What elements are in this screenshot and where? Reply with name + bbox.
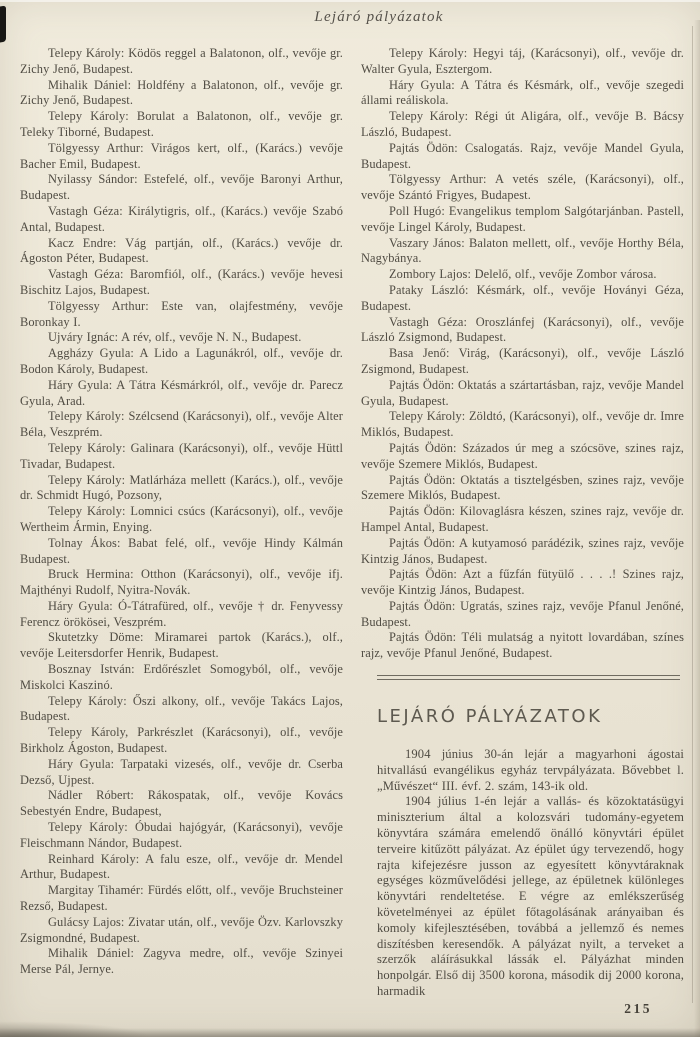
catalog-entry: Telepy Károly: Ködös reggel a Balatonon, olf., vevője gr. Zichy Jenő, Budapest.	[20, 46, 343, 76]
catalog-entry: Vastagh Géza: Baromfiól, olf., (Karács.) vevője hevesi Bischitz Lajos, Budapest.	[20, 267, 343, 297]
catalog-entry: Mihalik Dániel: Holdfény a Balatonon, olf., vevője gr. Zichy Jenő, Budapest.	[20, 77, 343, 108]
catalog-entry: Nyilassy Sándor: Estefelé, olf., vevője Baronyi Arthur, Budapest.	[20, 172, 343, 203]
catalog-entry: Mihalik Dániel: Zagyva medre, olf., vevője Szinyei Merse Pál, Jernye.	[20, 946, 343, 977]
catalog-entry: Telepy Károly: Óbudai hajógyár, (Karácsonyi), vevője Fleischmann Nándor, Budapest.	[20, 820, 343, 850]
catalog-entry: Vastagh Géza: Oroszlánfej (Karácsonyi), olf., vevője László Zsigmond, Budapest.	[361, 314, 684, 345]
section-paragraph: 1904 június 30-án lejár a magyarhoni ágostai hitvallású evangélikus egyház tervpályázata. Bővebbet l. „Művészet“ III. évf. 2. szám, 143-ik old.	[377, 747, 684, 793]
left-column	[20, 46, 343, 1000]
catalog-entry: Basa Jenő: Virág, (Karácsonyi), olf., vevője László Zsigmond, Budapest.	[361, 346, 684, 376]
catalog-entry: Pajtás Ödön: Azt a fűzfán fütyülő . . . .! Szines rajz, vevője Kintzig János, Budapest.	[361, 567, 684, 598]
catalog-entry: Reinhard Károly: A falu esze, olf., vevője dr. Mendel Arthur, Budapest.	[20, 851, 343, 882]
scan-edge-top	[0, 0, 700, 2]
catalog-entry: Pajtás Ödön: Ugratás, szines rajz, vevője Pfanul Jenőné, Budapest.	[361, 598, 684, 629]
catalog-entry: Pajtás Ödön: A kutyamosó parádézik, szines rajz, vevője Kintzig János, Budapest.	[361, 535, 684, 566]
catalog-entry: Pataky László: Késmárk, olf., vevője Hoványi Géza, Budapest.	[361, 282, 684, 313]
catalog-entry: Telepy Károly: Szélcsend (Karácsonyi), olf., vevője Alter Béla, Veszprém.	[20, 409, 343, 440]
catalog-entry: Nádler Róbert: Rákospatak, olf., vevője Kovács Sebestyén Endre, Budapest,	[20, 788, 343, 819]
catalog-entry: Vastagh Géza: Királytigris, olf., (Karács.) vevője Szabó Antal, Budapest.	[20, 203, 343, 234]
catalog-entry: Tölgyessy Arthur: Este van, olajfestmény, vevője Boronkay I.	[20, 298, 343, 329]
catalog-entry: Háry Gyula: Tarpataki vizesés, olf., vevője dr. Cserba Dezső, Ujpest.	[20, 756, 343, 787]
catalog-entry: Telepy Károly: Zöldtó, (Karácsonyi), olf., vevője dr. Imre Miklós, Budapest.	[361, 409, 684, 440]
catalog-entry: Pajtás Ödön: Kilovaglásra készen, szines rajz, vevője dr. Hampel Antal, Budapest.	[361, 504, 684, 534]
catalog-entry: Aggházy Gyula: A Lido a Lagunákról, olf., vevője dr. Bodon Károly, Budapest.	[20, 346, 343, 376]
catalog-entry: Telepy Károly: Őszi alkony, olf., vevője Takács Lajos, Budapest.	[20, 693, 343, 724]
catalog-entry: Kacz Endre: Vág partján, olf., (Karács.) vevője dr. Ágoston Péter, Budapest.	[20, 235, 343, 266]
catalog-entry: Pajtás Ödön: Téli mulatság a nyitott lovardában, színes rajz, vevője Pfanul Jenőné, Budapest.	[361, 630, 684, 661]
catalog-entry: Telepy Károly, Parkrészlet (Karácsonyi), olf., vevője Birkholz Ágoston, Budapest.	[20, 725, 343, 756]
right-column-entries	[361, 46, 684, 662]
catalog-entry: Pajtás Ödön: Oktatás a szártartásban, rajz, vevője Mandel Gyula, Budapest.	[361, 377, 684, 408]
running-header: Lejáró pályázatok	[314, 9, 444, 25]
catalog-entry: Zombory Lajos: Delelő, olf., vevője Zombor városa.	[389, 267, 657, 282]
catalog-entry: Háry Gyula: A Tátra és Késmárk, olf., vevője szegedi állami reáliskola.	[361, 77, 684, 108]
section-body	[377, 747, 684, 1000]
right-column	[361, 46, 684, 1000]
page-number: 215	[624, 1001, 652, 1016]
catalog-entry: Telepy Károly: Hegyi táj, (Karácsonyi), olf., vevője dr. Walter Gyula, Esztergom.	[361, 46, 684, 76]
catalog-entry: Gulácsy Lajos: Zivatar után, olf., vevője Özv. Karlovszky Zsigmondné, Budapest.	[20, 914, 344, 945]
catalog-entry: Bosznay István: Erdőrészlet Somogyból, olf., vevője Miskolci Kaszinó.	[20, 662, 343, 692]
catalog-entry: Telepy Károly: Galinara (Karácsonyi), olf., vevője Hüttl Tivadar, Budapest.	[20, 440, 343, 471]
catalog-entry: Telepy Károly: Lomnici csúcs (Karácsonyi), olf., vevője Wertheim Ármin, Enying.	[20, 504, 343, 534]
catalog-entry: Telepy Károly: Borulat a Balatonon, olf., vevője gr. Teleky Tiborné, Budapest.	[20, 109, 343, 139]
catalog-entry: Bruck Hermina: Otthon (Karácsonyi), olf., vevője ifj. Majthényi Rudolf, Nyitra-Novák.	[20, 567, 343, 598]
catalog-entry: Pajtás Ödön: Százados úr meg a szócsöve, szines rajz, vevője Szemere Miklós, Budapest.	[361, 440, 684, 471]
catalog-entry: Poll Hugó: Evangelikus templom Salgótarjánban. Pastell, vevője Lingel Károly, Budapest.	[361, 203, 684, 234]
catalog-entry: Skutetzky Döme: Miramarei partok (Karács.), olf., vevője Leitersdorfer Henrik, Budapest.	[20, 630, 343, 661]
catalog-entry: Tölgyessy Arthur: Virágos kert, olf., (Karács.) vevője Bacher Emil, Budapest.	[20, 140, 343, 171]
section-divider-rule	[377, 675, 680, 680]
catalog-entry: Háry Gyula: Ó-Tátrafüred, olf., vevője † dr. Fenyvessy Ferencz örökösei, Veszprém.	[20, 598, 343, 629]
catalog-entry: Vaszary János: Balaton mellett, olf., vevője Horthy Béla, Nagybánya.	[361, 235, 684, 266]
section-paragraph: 1904 július 1-én lejár a vallás- és közoktatásügyi miniszterium által a kolozsvári tudomány-egyetem könyvtára számára emelendő önálló könyvtári épület terveire kitűzött pályázat. Az épület úgy tervezendő, hogy rajta kifejezésre jusson az egyesített könyvtáraknak egységes közművelődési jellege, az épületnek különleges könyvtári rendeltetése. E végre az emlékszerűség követelményei az épület főtagolásának arányaiban és komoly kifejlesztésében, továbbá a jellemző és nemes diszítésben keresendők. A pályázat nyilt, a terveket a szerzők aláírásukkal lássák el. Pályázhat minden honpolgár. Első dij 3500 korona, második dij 2000 korona, harmadik	[377, 794, 684, 999]
catalog-entry: Pajtás Ödön: Csalogatás. Rajz, vevője Mandel Gyula, Budapest.	[361, 140, 684, 171]
scan-edge-right-band	[694, 20, 700, 1037]
catalog-entry: Tolnay Ákos: Babat felé, olf., vevője Hindy Kálmán Budapest.	[20, 535, 343, 566]
scan-edge-right-line	[692, 26, 693, 1003]
catalog-entry: Pajtás Ödön: Oktatás a tisztelgésben, szines rajz, vevője Szemere Miklós, Budapest.	[361, 472, 684, 503]
catalog-entry: Margitay Tihamér: Fürdés előtt, olf., vevője Bruchsteiner Rezső, Budapest.	[20, 883, 343, 914]
catalog-entry: Telepy Károly: Matlárháza mellett (Karács.), olf., vevője dr. Schmidt Hugó, Pozsony,	[20, 472, 343, 503]
section-heading: LEJÁRÓ PÁLYÁZATOK	[377, 706, 603, 728]
catalog-entry: Ujváry Ignác: A rév, olf., vevője N. N., Budapest.	[48, 330, 302, 345]
scan-shadow-bottom	[0, 1028, 700, 1037]
catalog-entry: Háry Gyula: A Tátra Késmárkról, olf., vevője dr. Parecz Gyula, Arad.	[20, 377, 343, 408]
text-columns	[20, 46, 684, 1000]
catalog-entry: Telepy Károly: Régi út Aligára, olf., vevője B. Bácsy László, Budapest.	[361, 109, 684, 139]
catalog-entry: Tölgyessy Arthur: A vetés széle, (Karácsonyi), olf., vevője Szántó Frigyes, Budapest.	[361, 172, 684, 203]
